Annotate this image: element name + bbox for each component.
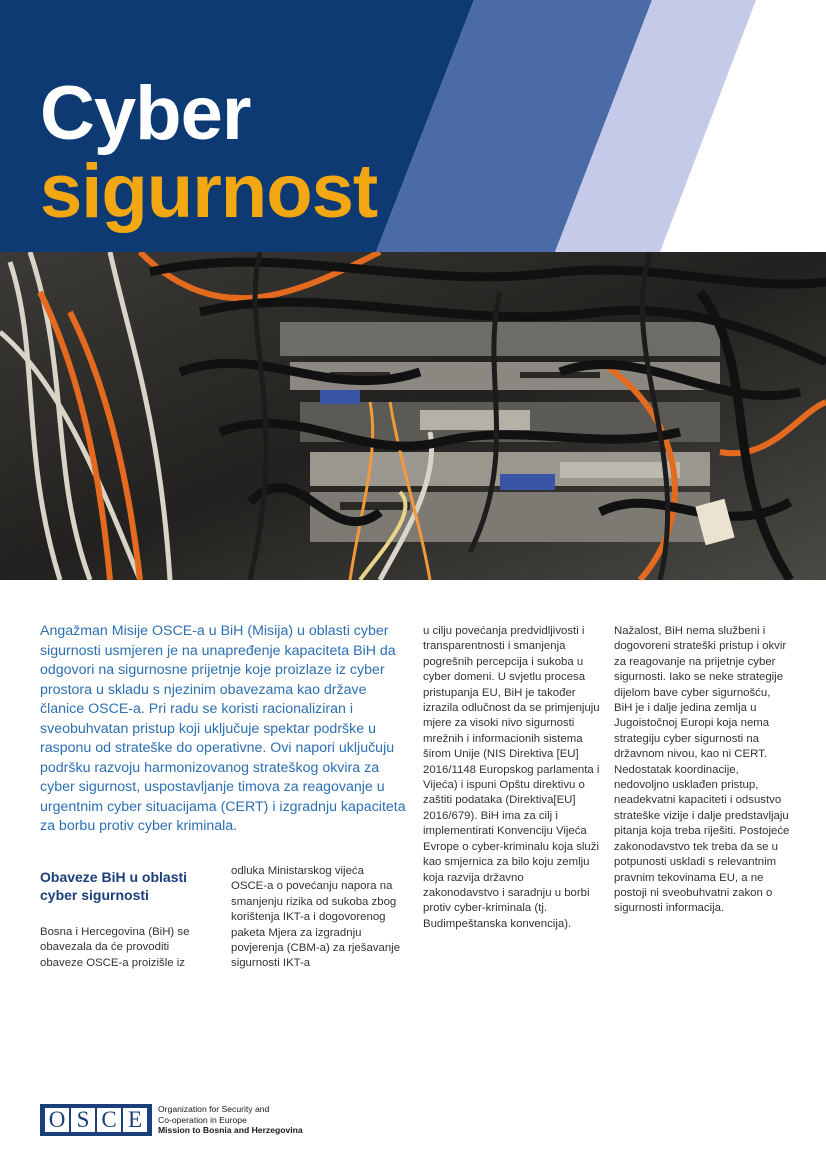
logo-letter: O xyxy=(45,1108,69,1132)
body-column-4: Nažalost, BiH nema službeni i dogovoreni strateški pristup i okvir za reagovanje na prijetnje cyber sigurnosti. Iako se neke strategije dijelom bave cyber sigurnošću, BiH je i dalje jedina zemlja u Jugoistočnoj Europi koja nema strategiju cyber sigurnosti na državnom nivou, kao ni CERT. Nedostatak koordinacije, nedovoljno usklađen pristup, neadekvatni kapaciteti i odsustvo strateške vizije i dalje predstavljaju pitanja koja treba riješiti. Postojeće zakonodavstvo tek treba da se u potpunosti uskladi s relevantnim pravnim tekovinama EU, a ne postoji ni sveobuhvatni zakon o sigurnosti informacija. xyxy=(614,625,790,915)
osce-logo xyxy=(40,1104,152,1136)
title-line-2: sigurnost xyxy=(40,149,378,234)
lead-paragraph: Angažman Misije OSCE-a u BiH (Misija) u oblasti cyber sigurnosti usmjeren je na unapređenje kapaciteta BiH da odgovori na sigurnosne prijetnje koje proizlaze iz cyber prostora u skladu s njezinim obavezama kao države članice OSCE-a. Pri radu se koristi racionaliziran i sveobuhvatan pristup koji uključuje spektar podrške u rasponu od strateške do operativne. Ovi napori uključuju podršku razvoju harmonizovanog strateškog okvira za cyber sigurnost, uspostavljanje timova za reagovanje u urgentnim cyber situacijama (CERT) i izgradnju kapaciteta za borbu protiv cyber kriminala. xyxy=(40,623,406,834)
org-line-2: Co-operation in Europe xyxy=(158,1114,247,1125)
body-column-1: Bosna i Hercegovina (BiH) se obavezala da će provoditi obaveze OSCE-a proizišle iz xyxy=(40,926,190,969)
logo-letter: E xyxy=(123,1108,147,1132)
body-column-3: u cilju povećanja predvidljivosti i transparentnosti i smanjenja pogrešnih percepcija i sukoba u cyber domeni. U svjetlu procesa pristupanja EU, BiH je također izrazila odlučnost da se primjenjuju mjere za visoki nivo sigurnosti mrežnih i informacionih sistema širom Unije (NIS Direktiva [EU] 2016/1148 Europskog parlamenta i Vijeća) i ispuni Opštu direktivu o zaštiti podataka (Direktiva[EU] 2016/679). BiH ima za cilj i implementirati Konvenciju Vijeća Evrope o cyber-kriminalu koja služi kao smjernica za bilo koju zemlju koja razvija državno zakonodavstvo i saradnju u borbi protiv cyber-kriminala (tj. Budimpeštanska konvencija). xyxy=(423,625,600,930)
server-rack-cables-photo xyxy=(0,252,826,580)
header-banner xyxy=(0,0,826,252)
organization-name xyxy=(158,1104,378,1136)
photo-illustration xyxy=(0,252,826,580)
section-heading: Obaveze BiH u oblasti cyber sigurnosti xyxy=(40,869,188,903)
mission-name: Mission to Bosnia and Herzegovina xyxy=(158,1125,303,1136)
logo-letter: S xyxy=(71,1108,95,1132)
body-column-2: odluka Ministarskog vijeća OSCE-a o povećanju napora na smanjenju rizika od sukoba zbog korištenja IKT-a i dogovorenog paketa Mjera za izgradnju povjerenja (CBM-a) za rješavanje sigurnosti IKT-a xyxy=(231,865,401,970)
org-line-1: Organization for Security and xyxy=(158,1104,270,1114)
logo-letter: C xyxy=(97,1108,121,1132)
title-line-1: Cyber xyxy=(40,71,251,156)
